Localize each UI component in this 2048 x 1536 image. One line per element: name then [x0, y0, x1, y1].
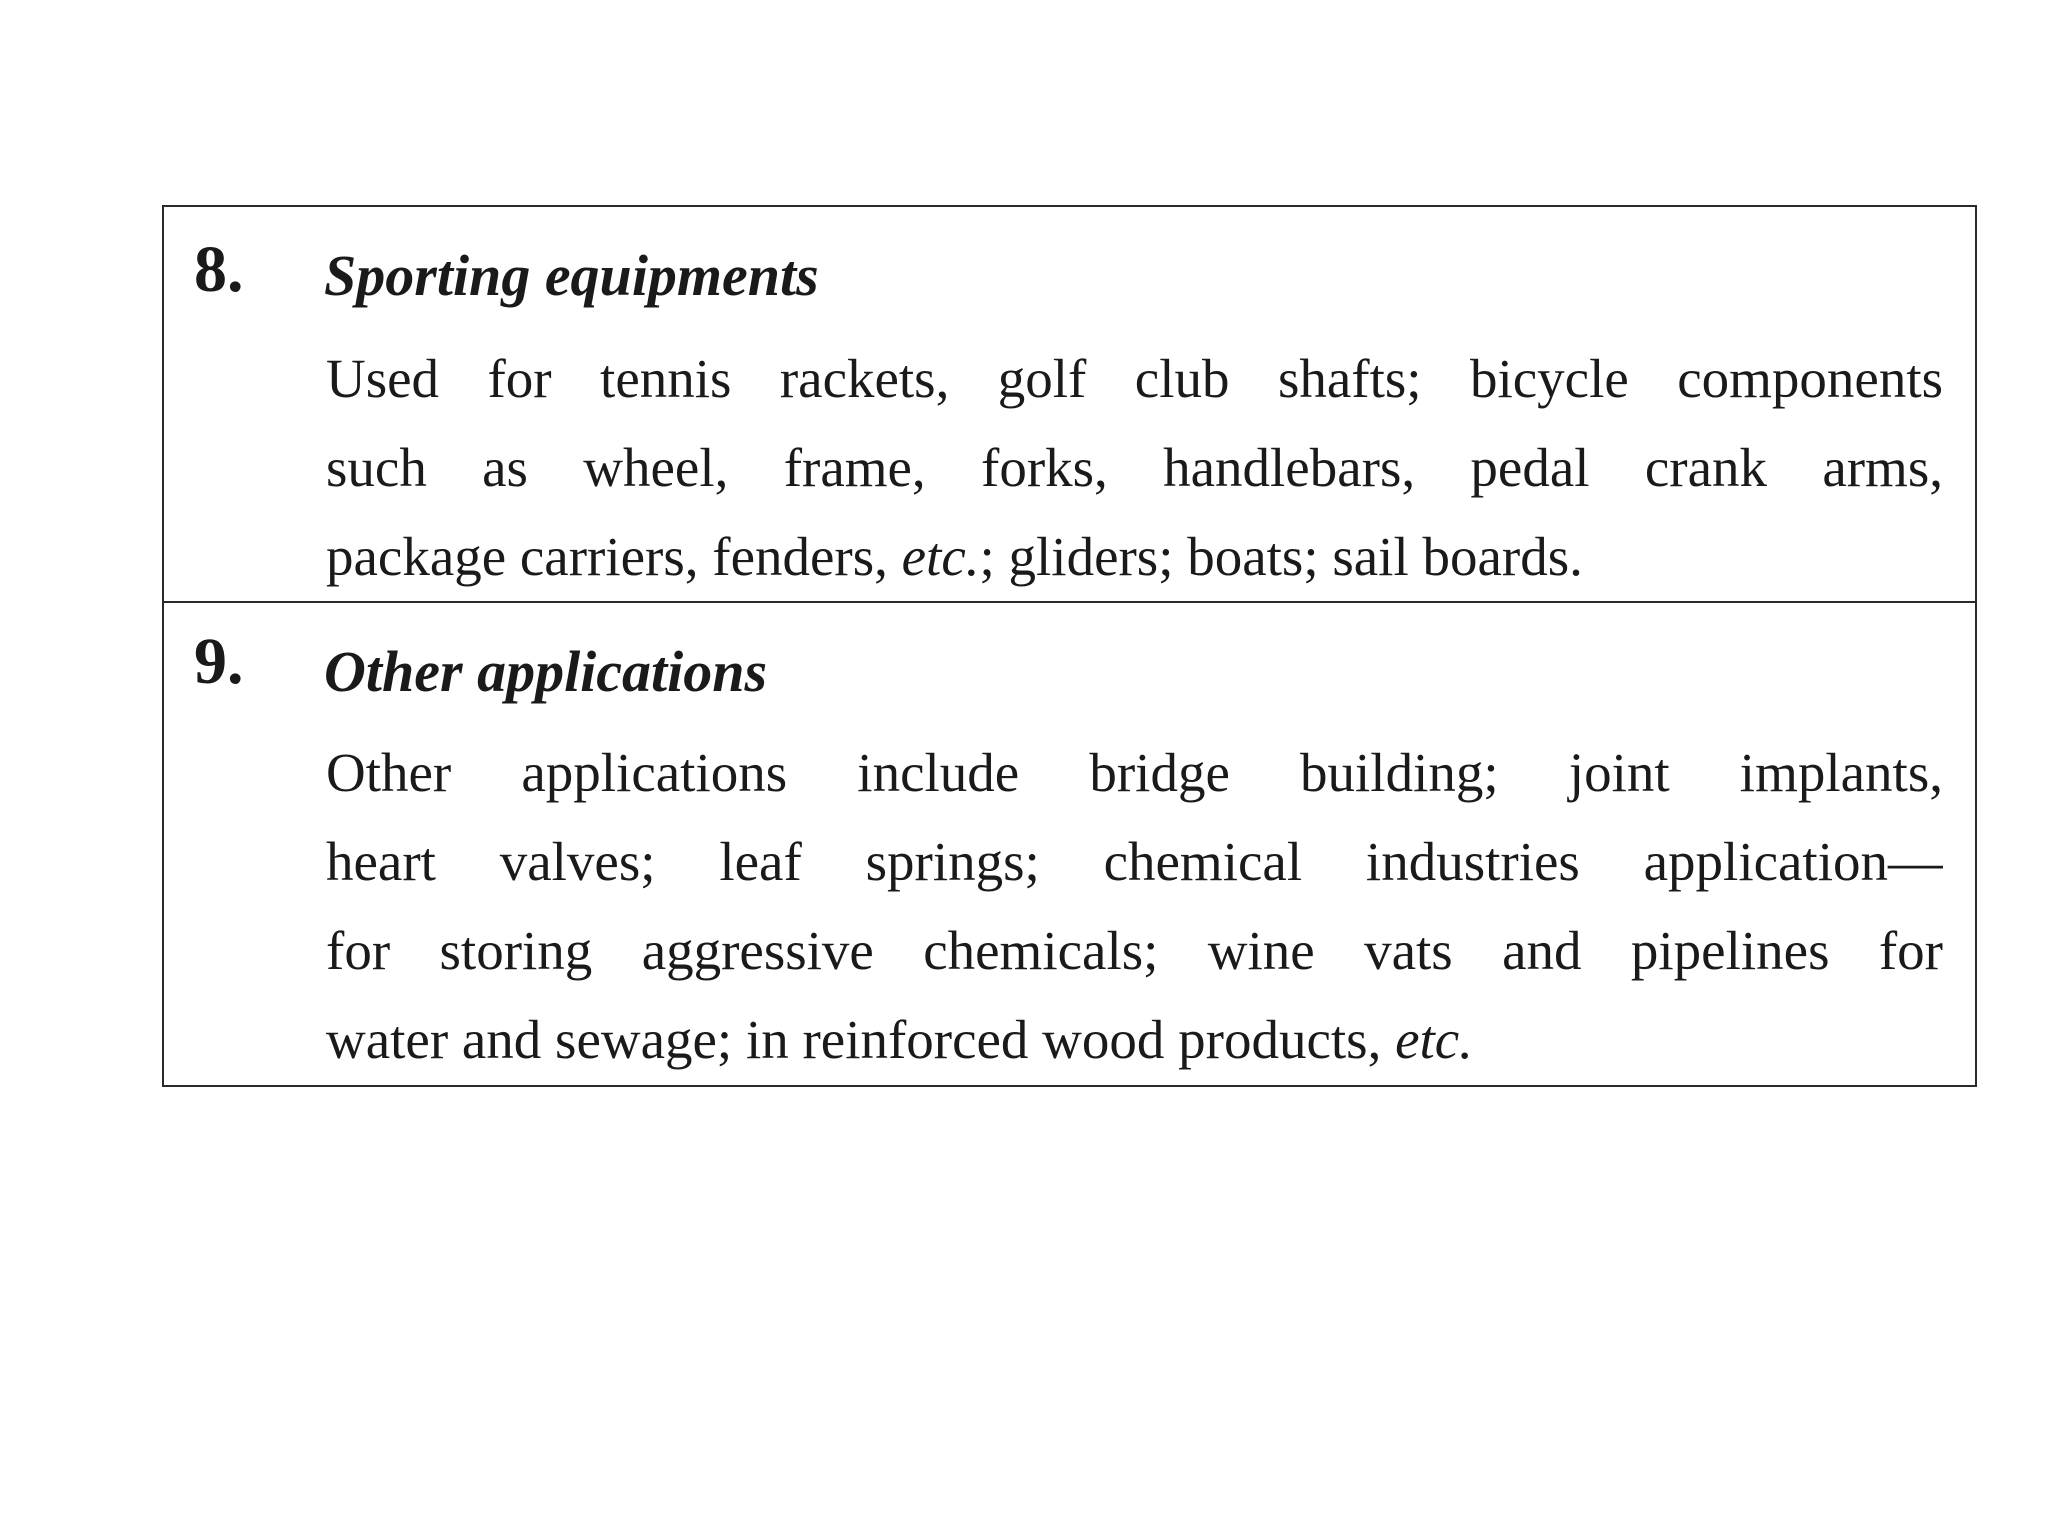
- body-line: such as wheel, frame, forks, handlebars, pedal crank arms,: [326, 437, 1943, 498]
- body-line: Other applications include bridge building; joint implants,: [326, 742, 1943, 803]
- body-line: package carriers, fenders, etc.; gliders; boats; sail boards.: [326, 526, 1583, 587]
- section-title: Sporting equipments: [324, 243, 819, 308]
- body-line: Used for tennis rackets, golf club shafts; bicycle components: [326, 348, 1943, 409]
- etc-italic: etc.: [901, 526, 980, 587]
- etc-italic: etc.: [1395, 1009, 1473, 1070]
- section-number: 9.: [194, 625, 244, 698]
- applications-table: [162, 205, 1977, 1087]
- section-number: 8.: [194, 233, 244, 306]
- body-line: heart valves; leaf springs; chemical industries application—: [326, 831, 1943, 892]
- table-row: [164, 207, 1975, 601]
- table-row: [164, 601, 1975, 1085]
- section-title: Other applications: [324, 639, 768, 704]
- body-line: for storing aggressive chemicals; wine vats and pipelines for: [326, 920, 1943, 981]
- section-body: [326, 334, 1943, 601]
- section-body: [326, 728, 1943, 1084]
- body-line: water and sewage; in reinforced wood products, etc.: [326, 1009, 1473, 1070]
